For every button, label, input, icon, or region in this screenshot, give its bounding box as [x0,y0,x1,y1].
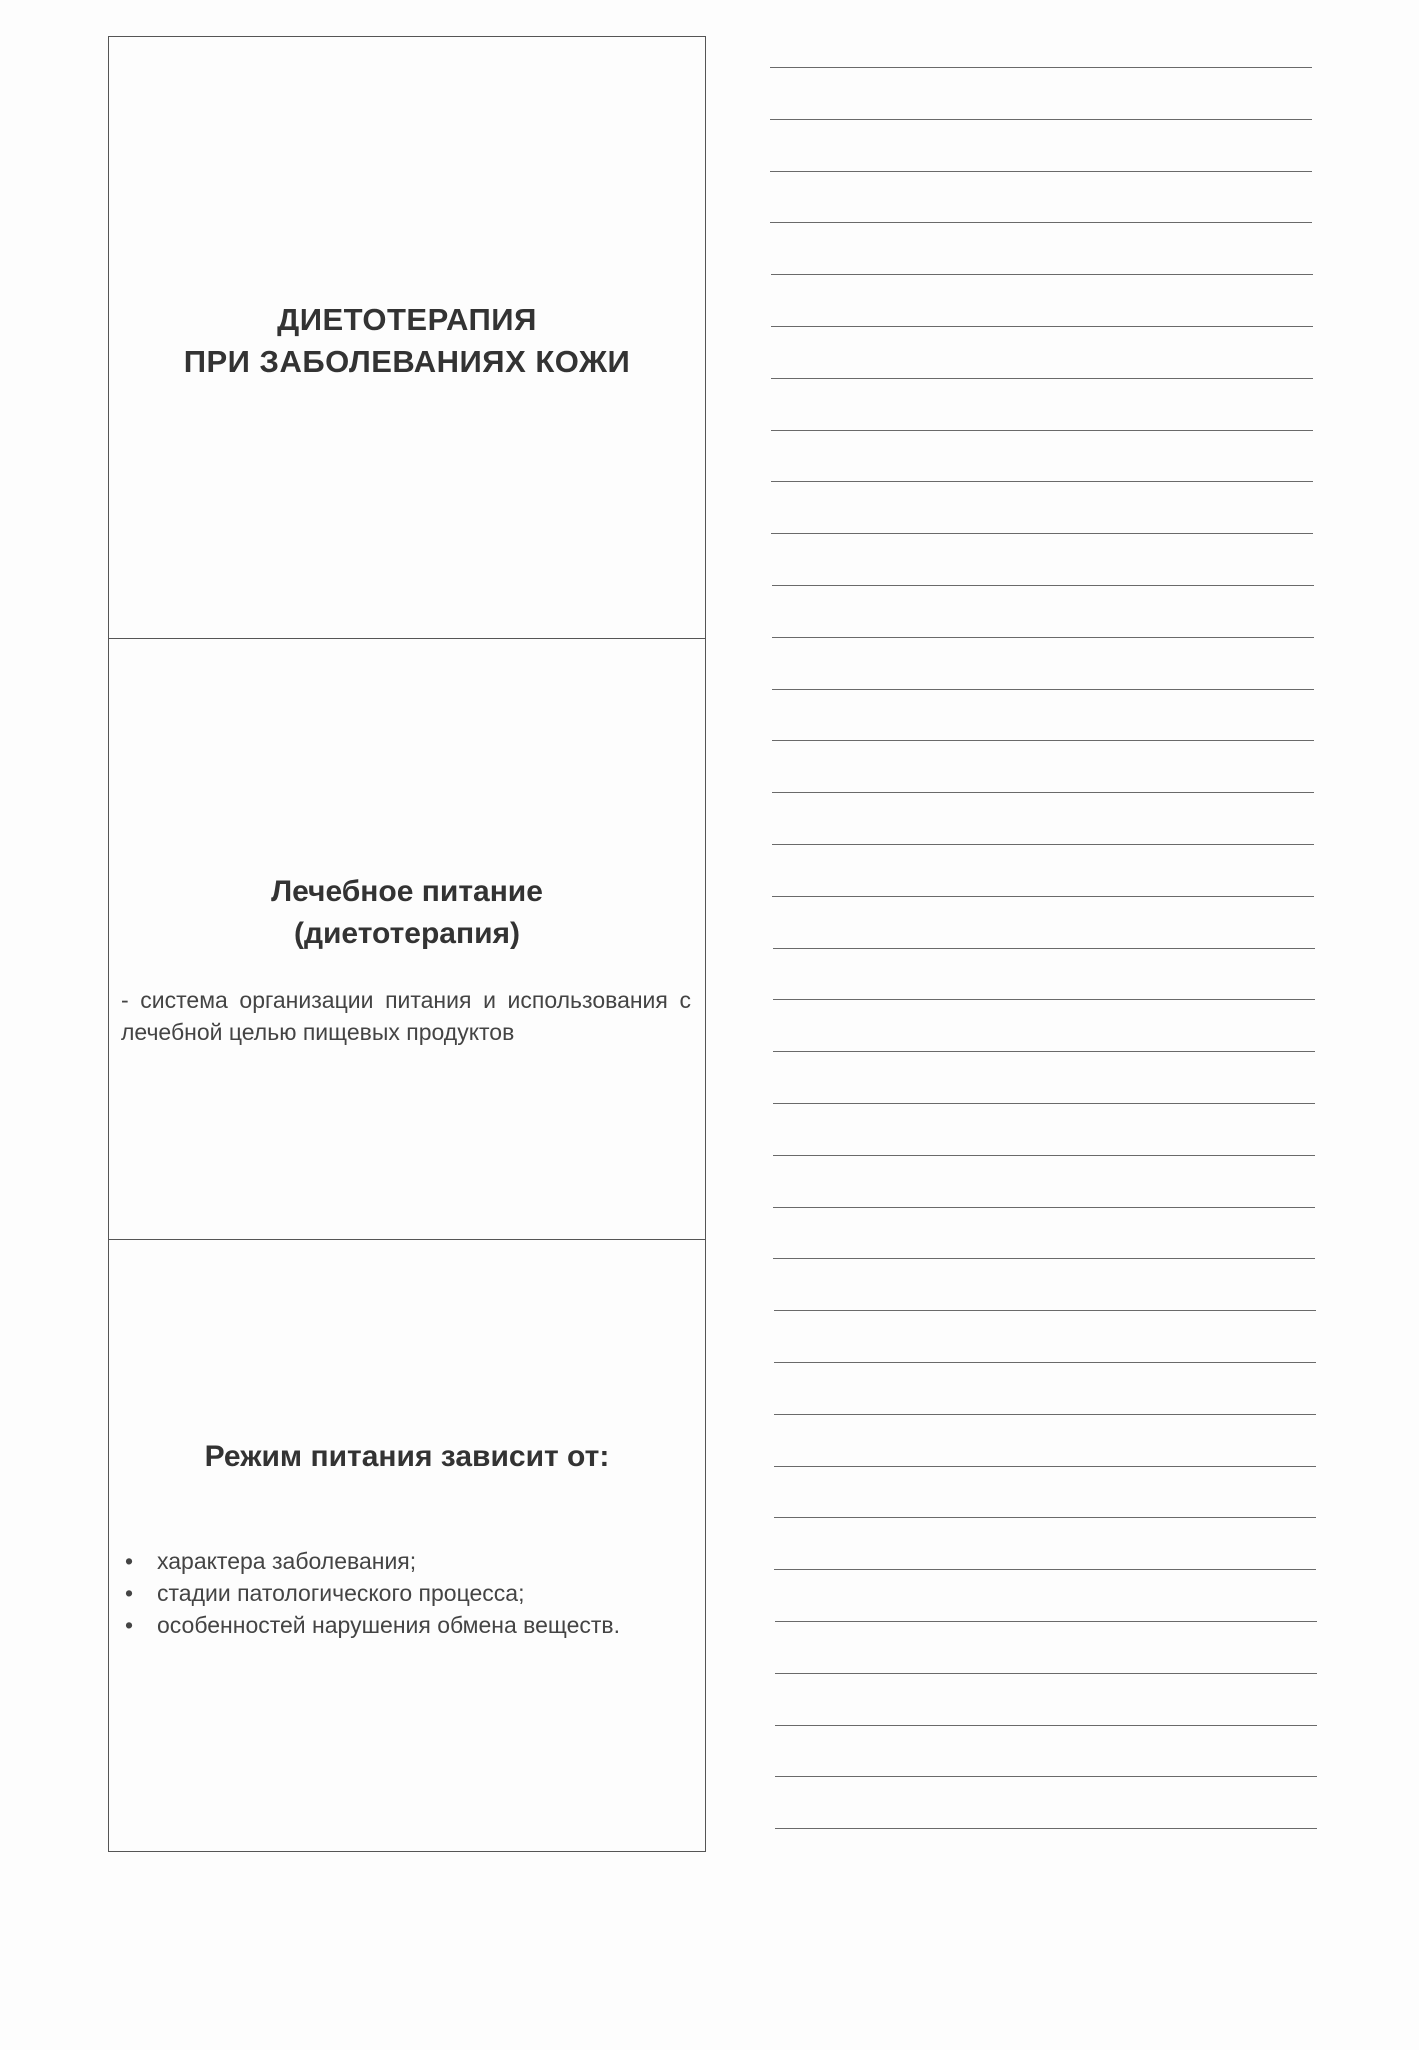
ruled-line [771,378,1313,379]
ruled-line [774,1310,1316,1311]
ruled-line [770,222,1312,223]
list-item: • особенностей нарушения обмена веществ. [121,1609,691,1641]
card-column [108,36,706,1852]
ruled-line [773,1103,1315,1104]
ruled-line [771,481,1313,482]
definition-card [109,638,705,1239]
ruled-line [773,999,1315,1000]
ruled-line [772,896,1314,897]
ruled-line [773,948,1315,949]
ruled-line [772,844,1314,845]
ruled-line [774,1362,1316,1363]
definition-text: - система организации питания и использования с лечебной целью пищевых продуктов [121,987,691,1045]
ruled-line [774,1569,1316,1570]
ruled-line [772,689,1314,690]
ruled-line [771,326,1313,327]
diet-regime-list [121,1545,691,1641]
ruled-line [775,1828,1317,1829]
ruled-line [773,1051,1315,1052]
ruled-line [775,1776,1317,1777]
ruled-line [771,430,1313,431]
diet-regime-card [109,1239,705,1852]
ruled-line [775,1725,1317,1726]
ruled-line [770,67,1312,68]
ruled-line [773,1155,1315,1156]
ruled-line [774,1414,1316,1415]
ruled-line [772,637,1314,638]
ruled-line [772,740,1314,741]
ruled-line [774,1517,1316,1518]
ruled-line [771,533,1313,534]
ruled-line [775,1673,1317,1674]
ruled-line [774,1466,1316,1467]
title-card [109,37,705,638]
document-title: ДИЕТОТЕРАПИЯ ПРИ ЗАБОЛЕВАНИЯХ КОЖИ [183,302,631,379]
ruled-line [770,171,1312,172]
ruled-line [775,1621,1317,1622]
diet-regime-heading: Режим питания зависит от: [204,1440,610,1473]
definition-heading: Лечебное питание (диетотерапия) [271,875,543,950]
list-item: • стадии патологического процесса; [121,1577,691,1609]
list-item: • характера заболевания; [121,1545,691,1577]
ruled-line [772,792,1314,793]
ruled-line [772,585,1314,586]
ruled-notes-area [770,0,1315,1860]
ruled-line [771,274,1313,275]
ruled-line [773,1207,1315,1208]
ruled-line [770,119,1312,120]
ruled-line [773,1258,1315,1259]
